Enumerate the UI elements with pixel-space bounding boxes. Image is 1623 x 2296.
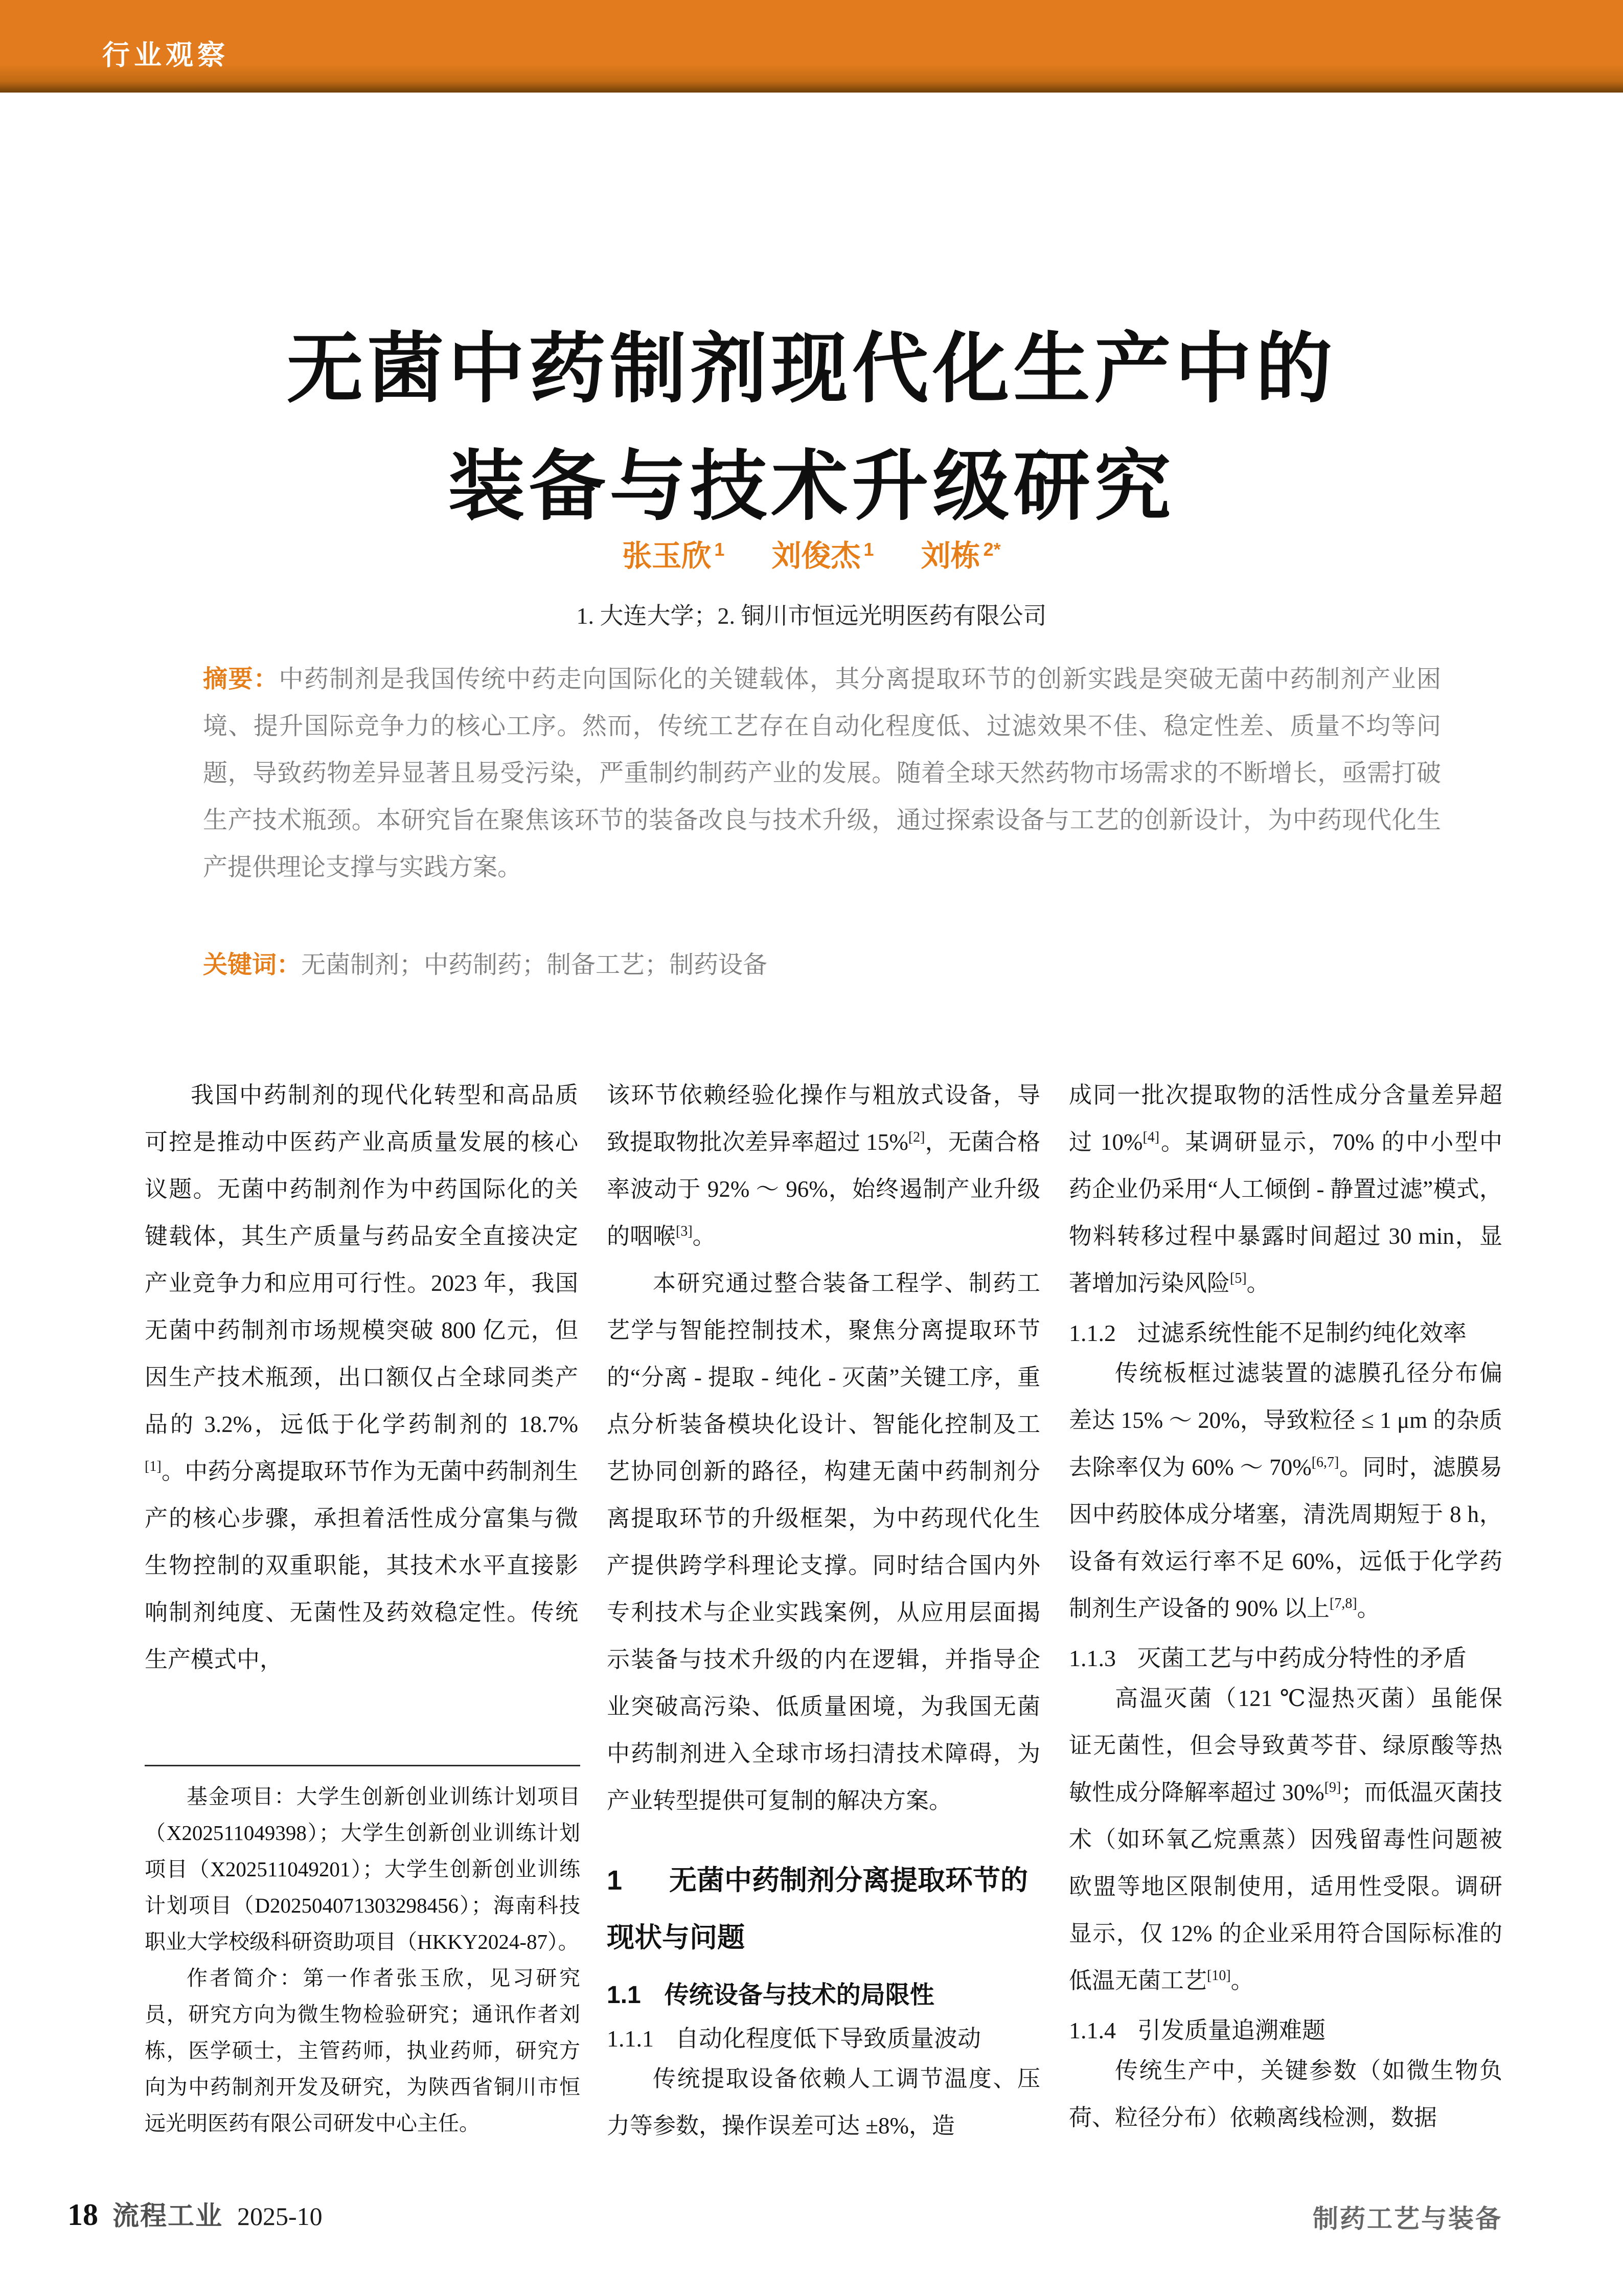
footnote-rule [145,1765,580,1766]
column-3 [1069,1072,1502,2149]
section-heading-1.1: 1.1 传统设备与技术的局限性 [607,1982,934,2009]
banner-label: 行业观察 [102,40,229,71]
section-heading-1: 1 无菌中药制剂分离提取环节的现状与问题 [607,1865,1028,1953]
page-number: 18 [67,2198,98,2232]
affiliation-line: 1. 大连大学；2. 铜川市恒远光明医药有限公司 [576,603,1047,629]
author-superscript: 1 [714,538,725,560]
section-banner [0,0,1623,93]
issue-number: 2025-10 [237,2202,323,2231]
keywords-text: 无菌制剂；中药制药；制备工艺；制药设备 [301,951,768,979]
abstract [203,656,1441,891]
article-title-line2: 装备与技术升级研究 [448,443,1175,529]
abstract-label: 摘要： [203,666,279,693]
section-heading-1.1.3: 1.1.3 灭菌工艺与中药成分特性的矛盾 [1069,1645,1467,1671]
paragraph: 传统提取设备依赖人工调节温度、压力等参数，操作误差可达 ±8%，造 [607,2066,1040,2139]
paragraph: 高温灭菌（121 ℃湿热灭菌）虽能保证无菌性，但会导致黄芩苷、绿原酸等热敏性成分降解率超过 30%[9]；而低温灭菌技术（如环氧乙烷熏蒸）因残留毒性问题被欧盟等地区限制使用，适用性受限。调研显示，仅 12% 的企业采用符合国际标准的低温无菌工艺[10]。 [1069,1686,1502,1993]
article-title [0,310,1623,545]
paragraph: 我国中药制剂的现代化转型和高品质可控是推动中医药产业高质量发展的核心议题。无菌中药制剂作为中药国际化的关键载体，其生产质量与药品安全直接决定产业竞争力和应用可行性。2023 年，我国无菌中药制剂市场规模突破 800 亿元，但因生产技术瓶颈，出口额仅占全球同类产品的 3.2%，远低于化学药制剂的 18.7%[1]。中药分离提取环节作为无菌中药制剂生产的核心步骤，承担着活性成分富集与微生物控制的双重职能，其技术水平直接影响制剂纯度、无菌性及药效稳定性。传统生产模式中， [145,1082,578,1672]
section-heading-1.1.2: 1.1.2 过滤系统性能不足制约纯化效率 [1069,1320,1467,1346]
authors-line [0,532,1623,575]
journal-name: 流程工业 [112,2201,223,2231]
author: 刘栋 $^{2*}$ [921,538,1001,573]
footer-left [67,2194,323,2233]
footnote-block [145,1765,580,2142]
footer-section-name: 制药工艺与装备 [1313,2204,1502,2233]
article-title-line1: 无菌中药制剂现代化生产中的 [286,325,1337,412]
author-bio-note: 作者简介：第一作者张玉欣，见习研究员，研究方向为微生物检验研究；通讯作者刘栋，医学硕士，主管药师，执业药师，研究方向为中药制剂开发及研究，为陕西省铜川市恒远光明医药有限公司研发中心主任。 [145,1966,580,2135]
section-heading-1.1.1: 1.1.1 自动化程度低下导致质量波动 [607,2026,981,2052]
keywords [203,942,1441,989]
paragraph: 该环节依赖经验化操作与粗放式设备，导致提取物批次差异率超过 15%[2]，无菌合格率波动于 92% ～ 96%，始终遏制产业升级的咽喉[3]。 [607,1082,1040,1249]
keywords-label: 关键词： [203,951,302,979]
paragraph: 传统生产中，关键参数（如微生物负荷、粒径分布）依赖离线检测，数据 [1069,2058,1502,2130]
paragraph: 本研究通过整合装备工程学、制药工艺学与智能控制技术，聚焦分离提取环节的“分离 - 提取 - 纯化 - 灭菌”关键工序，重点分析装备模块化设计、智能化控制及工艺协同创新的路径，构建无菌中药制剂分离提取环节的升级框架，为中药现代化生产提供跨学科理论支撑。同时结合国内外专利技术与企业实践案例，从应用层面揭示装备与技术升级的内在逻辑，并指导企业突破高污染、低质量困境，为我国无菌中药制剂进入全球市场扫清技术障碍，为产业转型提供可复制的解决方案。 [607,1270,1040,1813]
funding-note: 基金项目：大学生创新创业训练计划项目（X202511049398）；大学生创新创业训练计划项目（X202511049201）；大学生创新创业训练计划项目（D202504071303298456）；海南科技职业大学校级科研资助项目（HKKY2024-87）。 [145,1785,580,1953]
paragraph: 传统板框过滤装置的滤膜孔径分布偏差达 15% ～ 20%，导致粒径 ≤ 1 μm 的杂质去除率仅为 60% ～ 70%[6,7]。同时，滤膜易因中药胶体成分堵塞，清洗周期短于 8 h，设备有效运行率不足 60%，远低于化学药制剂生产设备的 90% 以上[7,8]。 [1069,1360,1502,1621]
author: 刘俊杰 $^1$ [771,538,874,573]
author-superscript: 1 [863,538,874,560]
author: 张玉欣 $^1$ [622,538,725,573]
author-superscript: 2* [983,538,1001,560]
paragraph: 成同一批次提取物的活性成分含量差异超过 10%[4]。某调研显示，70% 的中小型中药企业仍采用“人工倾倒 - 静置过滤”模式，物料转移过程中暴露时间超过 30 min，显著增加污染风险[5]。 [1069,1082,1502,1296]
column-2 [607,1072,1040,2149]
abstract-text: 中药制剂是我国传统中药走向国际化的关键载体，其分离提取环节的创新实践是突破无菌中药制剂产业困境、提升国际竞争力的核心工序。然而，传统工艺存在自动化程度低、过滤效果不佳、稳定性差、质量不均等问题，导致药物差异显著且易受污染，严重制约制药产业的发展。随着全球天然药物市场需求的不断增长，亟需打破生产技术瓶颈。本研究旨在聚焦该环节的装备改良与技术升级，通过探索设备与工艺的创新设计，为中药现代化生产提供理论支撑与实践方案。 [203,666,1441,881]
section-heading-1.1.4: 1.1.4 引发质量追溯难题 [1069,2017,1325,2043]
